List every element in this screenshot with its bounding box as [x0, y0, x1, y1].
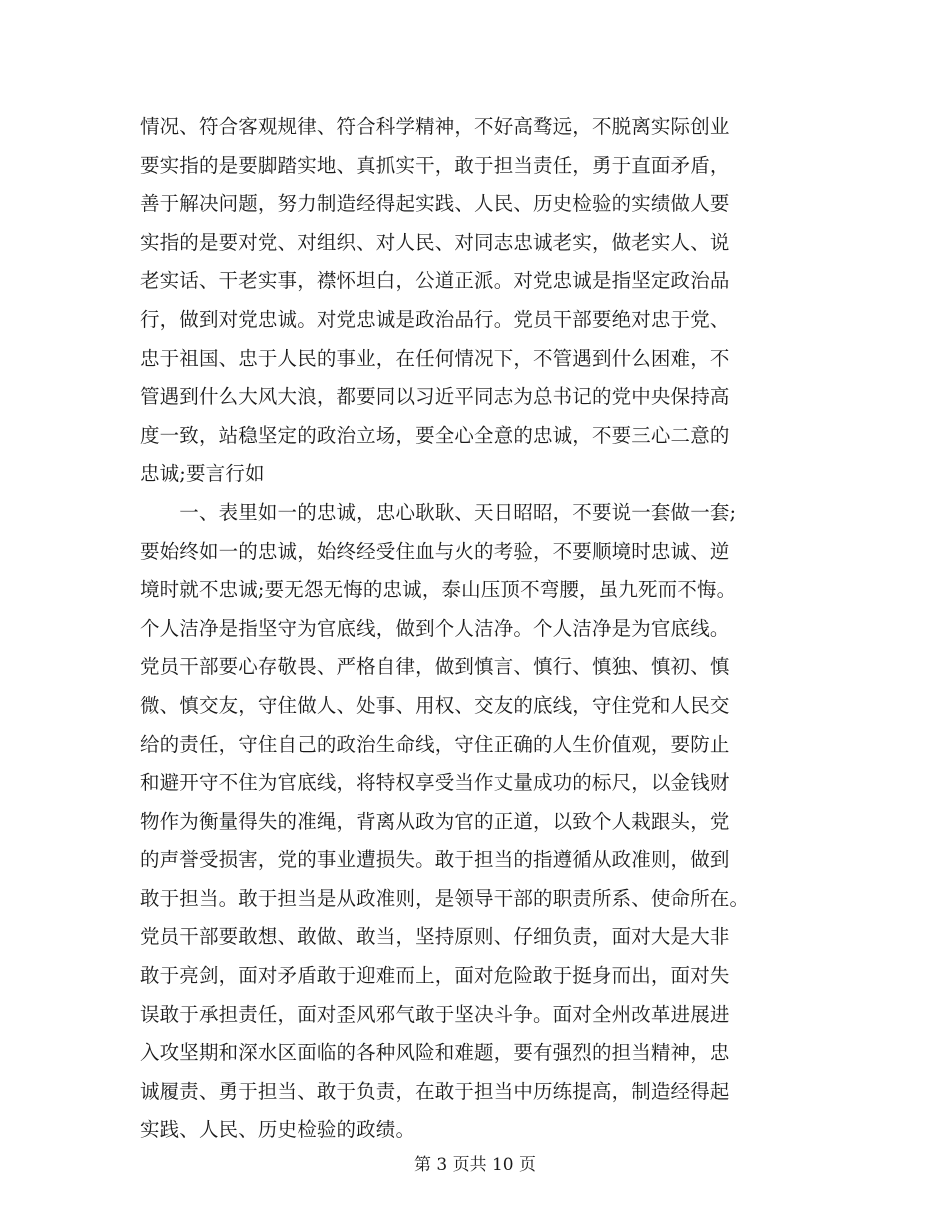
text-line: 管遇到什么大风大浪，都要同以习近平同志为总书记的党中央保持高: [140, 385, 730, 409]
text-line: 度一致，站稳坚定的政治立场，要全心全意的忠诚，不要三心二意的: [140, 423, 730, 447]
text-line: 一、表里如一的忠诚，忠心耿耿、天日昭昭，不要说一套做一套;: [140, 500, 737, 524]
text-line: 的声誉受损害，党的事业遭损失。敢于担当的指遵循从政准则，做到: [140, 848, 730, 872]
text-line: 忠诚;要言行如: [140, 462, 265, 486]
text-line: 误敢于承担责任，面对歪风邪气敢于坚决斗争。面对全州改革进展进: [140, 1002, 730, 1026]
body-text: [140, 108, 812, 1150]
text-line: 和避开守不住为官底线，将特权享受当作丈量成功的标尺，以金钱财: [140, 771, 730, 795]
text-line: 行，做到对党忠诚。对党忠诚是政治品行。党员干部要绝对忠于党、: [140, 307, 730, 331]
text-line: 物作为衡量得失的准绳，背离从政为官的正道，以致个人栽跟头，党: [140, 809, 730, 833]
text-line: 忠于祖国、忠于人民的事业，在任何情况下，不管遇到什么困难，不: [140, 346, 730, 370]
text-line: 微、慎交友，守住做人、处事、用权、交友的底线，守住党和人民交: [140, 693, 730, 717]
text-line: 个人洁净是指坚守为官底线，做到个人洁净。个人洁净是为官底线。: [140, 616, 730, 640]
text-line: 党员干部要敢想、敢做、敢当，坚持原则、仔细负责，面对大是大非: [140, 925, 730, 949]
text-line: 要始终如一的忠诚，始终经受住血与火的考验，不要顺境时忠诚、逆: [140, 539, 730, 563]
text-line: 老实话、干老实事，襟怀坦白，公道正派。对党忠诚是指坚定政治品: [140, 269, 730, 293]
text-line: 诚履责、勇于担当、敢于负责，在敢于担当中历练提高，制造经得起: [140, 1079, 730, 1103]
text-line: 党员干部要心存敬畏、严格自律，做到慎言、慎行、慎独、慎初、慎: [140, 655, 730, 679]
text-line: 入攻坚期和深水区面临的各种风险和难题，要有强烈的担当精神，忠: [140, 1041, 730, 1065]
text-line: 善于解决问题，努力制造经得起实践、人民、历史检验的实绩做人要: [140, 192, 730, 216]
text-line: 要实指的是要脚踏实地、真抓实干，敢于担当责任，勇于直面矛盾，: [140, 153, 730, 177]
text-line: 实践、人民、历史检验的政绩。: [140, 1118, 416, 1142]
text-line: 给的责任，守住自己的政治生命线，守住正确的人生价值观，要防止: [140, 732, 730, 756]
text-line: 实指的是要对党、对组织、对人民、对同志忠诚老实，做老实人、说: [140, 230, 730, 254]
text-line: 境时就不忠诚;要无怨无悔的忠诚，泰山压顶不弯腰，虽九死而不悔。: [140, 578, 737, 602]
text-line: 敢于亮剑，面对矛盾敢于迎难而上，面对危险敢于挺身而出，面对失: [140, 964, 730, 988]
text-line: 情况、符合客观规律、符合科学精神，不好高骛远，不脱离实际创业: [140, 115, 730, 138]
page-number-footer: 第 3 页共 10 页: [413, 1155, 537, 1175]
text-line: 敢于担当。敢于担当是从政准则，是领导干部的职责所系、使命所在。: [140, 886, 750, 910]
